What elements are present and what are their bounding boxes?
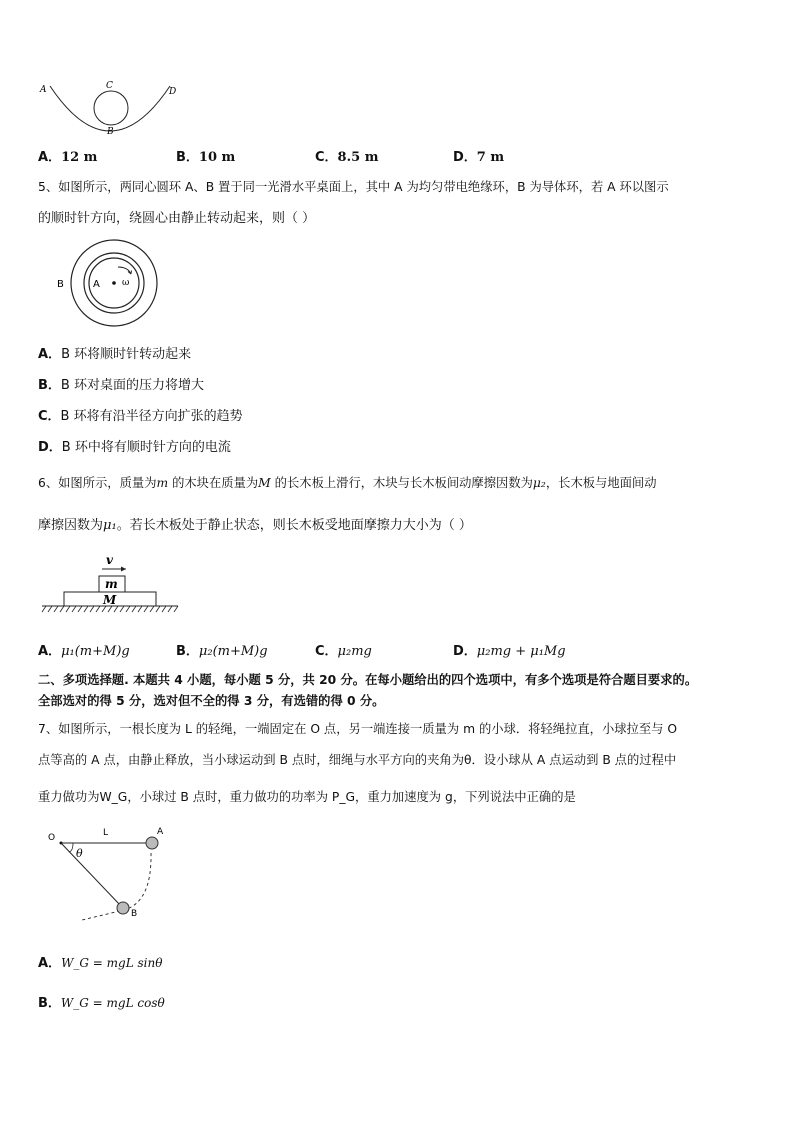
label-O: O [48,833,56,843]
label-L: L [103,828,109,838]
label-B: B [57,279,64,290]
q6-option-c: C．μ₂mg [315,644,372,659]
q5-option-c: C．B 环将有沿半径方向扩张的趋势 [38,409,243,424]
section2-instructions-line2: 全部选对的得 5 分，选对但不全的得 3 分，有选错的得 0 分。 [38,694,385,708]
label-A: A [157,827,164,837]
q7-stem-line2: 点等高的 A 点，由静止释放，当小球运动到 B 点时，细绳与水平方向的夹角为θ．设小球从 A 点运动到 B 点的过程中 [38,753,677,767]
label-B: B [107,127,114,136]
label-C: C [106,81,113,91]
label-theta: θ [76,847,83,860]
ball-A [146,837,158,849]
q7-option-a: A．W_G = mgL sinθ [38,956,163,971]
label-D: D [169,87,177,97]
section2-instructions-line1: 二、多项选择题. 本题共 4 小题，每小题 5 分，共 20 分。在每小题给出的四个选项中，有多个选项是符合题目要求的。 [38,673,698,687]
label-A: A [40,85,47,95]
q6-option-a: A．μ₁(m+M)g [38,644,130,659]
track-figure [36,74,186,136]
q6-option-d: D．μ₂mg + μ₁Mg [453,644,566,659]
block-m-label: m [105,577,118,591]
q5-option-b: B．B 环对桌面的压力将增大 [38,378,204,393]
q5-stem-line1: 5、如图所示，两同心圆环 A、B 置于同一光滑水平桌面上，其中 A 为均匀带电绝缘环，B 为导体环，若 A 环以图示 [38,180,669,194]
label-A: A [93,279,100,290]
q4-option-b: B．10 m [176,150,236,165]
label-B: B [131,909,138,919]
board-M-label: M [103,593,117,607]
q4-option-a: A．12 m [38,150,98,165]
velocity-label: v [106,553,113,567]
q4-option-c: C．8.5 m [315,150,379,165]
q6-stem-line2: 摩擦因数为μ₁。若长木板处于静止状态，则长木板受地面摩擦力大小为（ ） [38,518,472,533]
concentric-rings-figure [52,236,172,336]
track-curve [50,86,170,131]
q6-option-b: B．μ₂(m+M)g [176,644,268,659]
trajectory-dashed [82,853,151,920]
label-omega: ω [122,278,130,288]
rope-OB [61,843,121,906]
q5-option-a: A．B 环将顺时针转动起来 [38,347,192,362]
q6-stem-line1: 6、如图所示，质量为m 的木块在质量为M 的长木板上滑行，木块与长木板间动摩擦因数为μ₂，长木板与地面间动 [38,476,657,490]
center-dot [112,281,116,285]
q7-option-b: B．W_G = mgL cosθ [38,996,165,1011]
inner-circle [94,91,128,125]
ball-B [117,902,129,914]
q5-option-d: D．B 环中将有顺时针方向的电流 [38,440,231,455]
theta-arc [69,843,73,852]
blocks-figure [40,548,180,616]
q5-stem-line2: 的顺时针方向，绕圆心由静止转动起来，则（ ） [38,211,316,226]
q4-option-d: D．7 m [453,150,505,165]
q7-stem-line1: 7、如图所示，一根长度为 L 的轻绳，一端固定在 O 点，另一端连接一质量为 m 的小球．将轻绳拉直，小球拉至与 O [38,722,678,736]
pendulum-figure [40,822,180,924]
q7-stem-line3: 重力做功为W_G，小球过 B 点时，重力做功的功率为 P_G，重力加速度为 g，下列说法中正确的是 [38,790,576,804]
